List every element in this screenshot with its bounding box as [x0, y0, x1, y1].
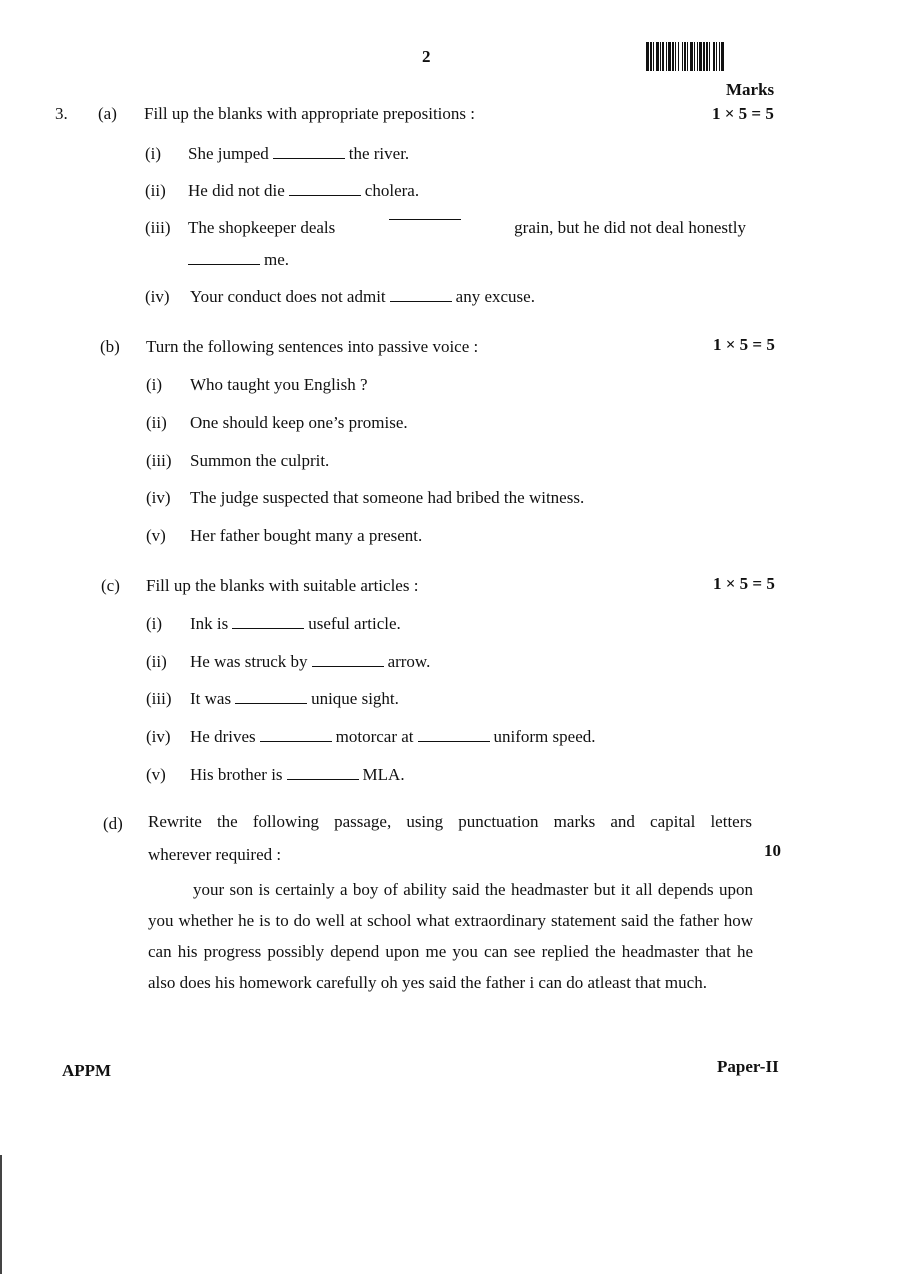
- item-number: (ii): [146, 413, 167, 432]
- list-item-continuation: me.: [188, 250, 289, 270]
- section-d-instruction-continuation: wherever required :: [148, 845, 282, 864]
- section-a-marks: 1 × 5 = 5: [712, 104, 774, 123]
- list-item: Your conduct does not admit any excuse.: [190, 287, 535, 306]
- list-item: He drives motorcar at uniform speed.: [190, 727, 596, 746]
- section-b-marks: 1 × 5 = 5: [713, 335, 775, 354]
- list-item: His brother is MLA.: [190, 765, 405, 784]
- section-c-instruction: Fill up the blanks with suitable articles :: [146, 576, 419, 595]
- item-number: (iii): [146, 689, 172, 708]
- section-d-marks: 10: [764, 841, 781, 860]
- list-item: Who taught you English ?: [190, 375, 368, 394]
- item-number: (iv): [145, 287, 170, 306]
- question-number: 3.: [55, 104, 68, 123]
- section-d-label: (d): [103, 814, 123, 833]
- section-b-instruction: Turn the following sentences into passive voice :: [146, 337, 479, 356]
- section-b-label: (b): [100, 337, 120, 356]
- list-item: He was struck by arrow.: [190, 652, 431, 671]
- list-item: He did not die cholera.: [188, 181, 420, 200]
- item-number: (i): [145, 144, 162, 163]
- item-number: (ii): [146, 652, 167, 671]
- list-item: The shopkeeper deals grain, but he did not deal honestly: [188, 218, 746, 237]
- answer-blank: [287, 778, 359, 780]
- item-number: (iii): [146, 451, 172, 470]
- item-number: (iii): [145, 218, 171, 237]
- list-item: Summon the culprit.: [190, 451, 330, 470]
- answer-blank: [418, 740, 490, 742]
- item-number: (i): [146, 375, 163, 394]
- section-c-label: (c): [101, 576, 120, 595]
- answer-blank: [389, 218, 461, 220]
- footer-paper: Paper-II: [717, 1057, 779, 1076]
- barcode-icon: [646, 42, 779, 71]
- scan-edge-line: [0, 1155, 2, 1274]
- passage-text: your son is certainly a boy of ability said the headmaster but it all depends upon you whether he is to do well at school what extraordinary statement said the father how can his progress possibly depend upon me you can see replied the headmaster that he also does his homework carefully oh yes said the father i can do atleast that much.: [148, 880, 753, 992]
- answer-blank: [312, 665, 384, 667]
- answer-blank: [232, 627, 304, 629]
- footer-code: APPM: [62, 1061, 112, 1080]
- item-number: (v): [146, 526, 166, 545]
- section-d-instruction: Rewrite the following passage, using punctuation marks and capital letters: [148, 812, 752, 831]
- list-item: She jumped the river.: [188, 144, 410, 163]
- item-number: (iv): [146, 727, 171, 746]
- item-number: (ii): [145, 181, 166, 200]
- item-number: (iv): [146, 488, 171, 507]
- list-item: It was unique sight.: [190, 689, 399, 708]
- marks-header: Marks: [726, 80, 775, 99]
- section-a-instruction: Fill up the blanks with appropriate prepositions :: [144, 104, 475, 123]
- item-number: (i): [146, 614, 163, 633]
- list-item: Ink is useful article.: [190, 614, 401, 633]
- answer-blank: [260, 740, 332, 742]
- answer-blank: [188, 263, 260, 265]
- answer-blank: [235, 702, 307, 704]
- item-number: (v): [146, 765, 166, 784]
- list-item: Her father bought many a present.: [190, 526, 423, 545]
- answer-blank: [390, 300, 452, 302]
- page-number: 2: [422, 47, 431, 66]
- section-a-label: (a): [98, 104, 117, 123]
- list-item: The judge suspected that someone had bribed the witness.: [190, 488, 585, 507]
- answer-blank: [273, 157, 345, 159]
- list-item: One should keep one’s promise.: [190, 413, 408, 432]
- answer-blank: [289, 194, 361, 196]
- section-c-marks: 1 × 5 = 5: [713, 574, 775, 593]
